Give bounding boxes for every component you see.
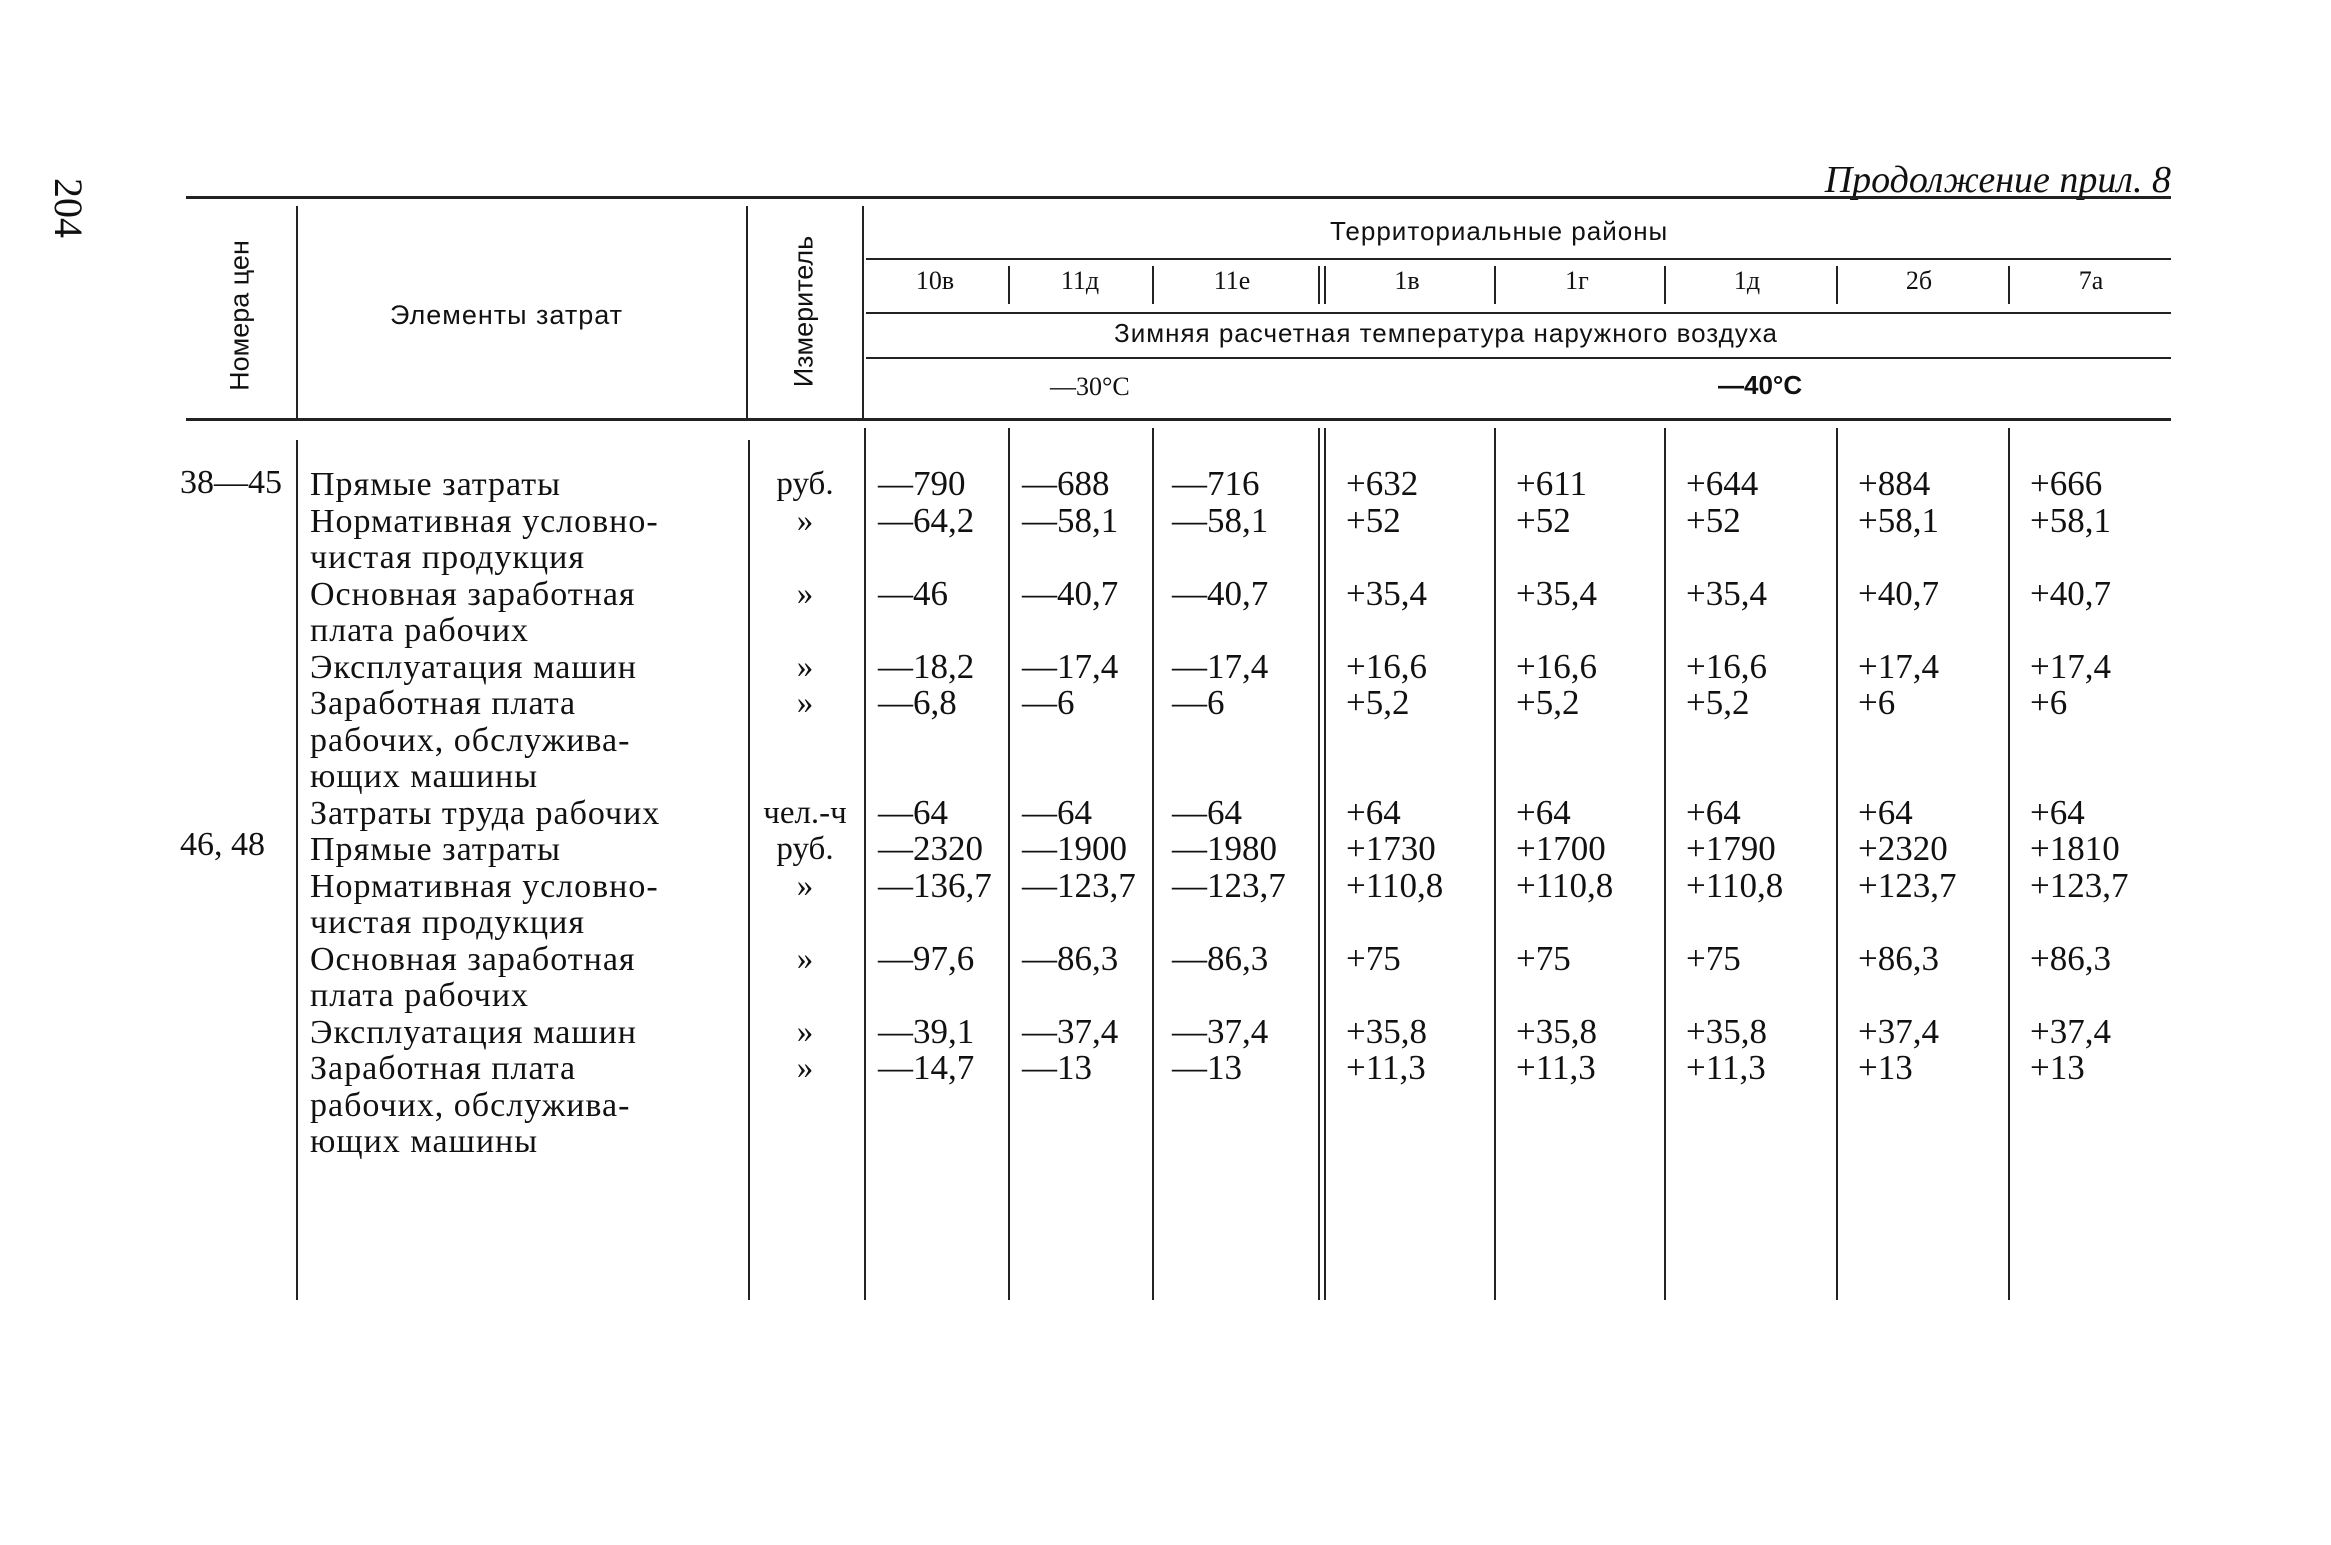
value-cell: +58,1 [2030,500,2111,540]
value-cell: —17,4 [1022,646,1119,686]
value-cell: +64 [1686,792,1741,832]
value-cell: —2320 [878,829,983,868]
element-label: Прямые затраты [310,466,561,503]
value-cell: —64 [878,792,948,832]
element-label: чистая продукция [310,904,585,941]
value-cell: +64 [1346,792,1401,832]
value-cell: +86,3 [1858,938,1939,978]
element-label: рабочих, обслужива- [310,721,631,759]
value-cell: —123,7 [1022,865,1136,905]
value-cell: +64 [1516,792,1571,832]
value-cell: +58,1 [1858,500,1939,540]
value-cell: —6 [1172,683,1225,722]
value-cell: —64,2 [878,500,975,540]
value-cell: +110,8 [1346,865,1444,905]
value-cell: +884 [1858,464,1931,503]
region-header: 11е [1213,266,1251,295]
col-unit-header: Измеритель [788,235,819,388]
value-cell: +64 [2030,792,2085,832]
value-cell: —86,3 [1022,938,1119,978]
element-label: плата рабочих [310,977,530,1014]
region-header: 2б [1905,266,1933,295]
element-label: ющих машины [310,758,539,795]
value-cell: —46 [878,573,948,613]
region-header: 1в [1394,266,1420,295]
temp-rule-1 [866,312,2171,314]
value-cell: +13 [1858,1048,1913,1087]
value-cell: +16,6 [1686,646,1767,686]
value-cell: +666 [2030,464,2103,503]
unit-label: » [796,648,814,685]
unit-label: руб. [776,831,834,867]
value-cell: +35,8 [1686,1011,1767,1051]
unit-label: » [796,502,814,539]
value-cell: —123,7 [1172,865,1286,905]
value-cell: —6 [1022,683,1075,722]
value-cell: —64 [1172,792,1242,832]
value-cell: +611 [1516,464,1587,503]
element-label: Основная заработная [310,940,636,978]
body-vline-9 [1836,428,1838,1300]
price-number: 46, 48 [180,826,265,863]
continuation-caption: Продолжение прил. 8 [1824,159,2171,201]
value-cell: +2320 [1858,829,1948,868]
value-cell: +1790 [1686,829,1776,868]
value-cell: —6,8 [878,683,957,722]
value-cell: +11,3 [1686,1048,1766,1087]
temp-30-label: —30°С [1050,372,1130,401]
region-header: 1г [1565,266,1589,295]
value-cell: +75 [1346,938,1401,978]
body-vline-6b [1324,428,1326,1300]
territorial-header: Территориальные районы [1330,216,1669,246]
value-cell: —14,7 [878,1048,975,1087]
value-cell: +35,8 [1346,1011,1427,1051]
body-vline-1 [296,440,298,1300]
element-label: плата рабочих [310,612,530,649]
value-cell: —1900 [1022,829,1127,868]
value-cell: +16,6 [1516,646,1597,686]
unit-label: » [796,1050,814,1086]
value-cell: —58,1 [1022,500,1119,540]
hdr-vline-2 [746,206,748,418]
value-cell: —37,4 [1172,1011,1269,1051]
value-cell: +1810 [2030,829,2120,868]
value-cell: —64 [1022,792,1092,832]
element-label: Основная заработная [310,575,636,613]
table-header-rule [186,418,2171,421]
value-cell: +52 [1516,500,1571,540]
value-cell: +5,2 [1346,683,1410,722]
unit-label: » [796,1013,814,1050]
element-label: Заработная плата [310,685,577,722]
hdr-vline-1 [296,206,298,418]
value-cell: +110,8 [1516,865,1614,905]
unit-label: » [796,867,814,904]
value-cell: +35,4 [1686,573,1767,613]
unit-label: чел.-ч [763,794,847,831]
value-cell: +52 [1686,500,1741,540]
body-vline-5 [1152,428,1154,1300]
value-cell: +17,4 [2030,646,2111,686]
value-cell: +75 [1686,938,1741,978]
page-number: 204 [46,178,91,238]
value-cell: —97,6 [878,938,975,978]
element-label: Нормативная условно- [310,867,659,905]
value-cell: +35,8 [1516,1011,1597,1051]
element-label: ющих машины [310,1123,539,1160]
value-cell: +75 [1516,938,1571,978]
body-vline-10 [2008,428,2010,1300]
value-cell: +11,3 [1516,1048,1596,1087]
body-vline-4 [1008,428,1010,1300]
col-elements-header: Элементы затрат [390,300,624,330]
value-cell: +86,3 [2030,938,2111,978]
value-cell: +5,2 [1686,683,1750,722]
value-cell: +37,4 [1858,1011,1939,1051]
value-cell: —37,4 [1022,1011,1119,1051]
value-cell: +40,7 [1858,573,1939,613]
value-cell: +64 [1858,792,1913,832]
region-header: 10в [915,266,955,295]
unit-label: » [796,575,814,612]
element-label: Нормативная условно- [310,502,659,540]
value-cell: +11,3 [1346,1048,1426,1087]
value-cell: +1700 [1516,829,1606,868]
value-cell: +5,2 [1516,683,1580,722]
value-cell: —13 [1022,1048,1092,1087]
unit-label: руб. [776,466,834,502]
body-vline-8 [1664,428,1666,1300]
value-cell: +110,8 [1686,865,1784,905]
price-number: 38—45 [180,464,282,501]
value-cell: —86,3 [1172,938,1269,978]
value-cell: —790 [878,464,966,503]
value-cell: +644 [1686,464,1759,503]
value-cell: —40,7 [1022,573,1119,613]
value-cell: —13 [1172,1048,1242,1087]
value-cell: +37,4 [2030,1011,2111,1051]
value-cell: +632 [1346,464,1419,503]
body-vline-6 [1318,428,1320,1300]
value-cell: —39,1 [878,1011,975,1051]
col-number-header: Номера цен [224,240,255,391]
value-cell: +35,4 [1516,573,1597,613]
winter-temp-header: Зимняя расчетная температура наружного воздуха [1114,318,1778,348]
value-cell: +52 [1346,500,1401,540]
value-cell: +1730 [1346,829,1436,868]
value-cell: —40,7 [1172,573,1269,613]
value-cell: —18,2 [878,646,975,686]
value-cell: +123,7 [2030,865,2129,905]
value-cell: +6 [1858,683,1896,722]
value-cell: +17,4 [1858,646,1939,686]
value-cell: —1980 [1172,829,1277,868]
value-cell: —136,7 [878,865,992,905]
value-cell: +6 [2030,683,2068,722]
element-label: чистая продукция [310,539,585,576]
regions-rule [866,258,2171,260]
value-cell: —716 [1172,464,1260,503]
hdr-vline-3 [862,206,864,418]
element-label: Затраты труда рабочих [310,794,661,832]
value-cell: +123,7 [1858,865,1957,905]
element-label: рабочих, обслужива- [310,1086,631,1124]
region-header: 7а [2078,266,2104,295]
element-label: Эксплуатация машин [310,648,637,686]
reg-sep-3 [1318,266,1320,304]
body-vline-3 [864,428,866,1300]
element-label: Заработная плата [310,1050,577,1087]
region-header: 1д [1733,266,1761,295]
unit-label: » [796,685,814,721]
value-cell: —17,4 [1172,646,1269,686]
temp-rule-2 [866,357,2171,359]
table-top-rule [186,196,2171,199]
element-label: Эксплуатация машин [310,1013,637,1051]
temp-40-label: —40°С [1718,370,1803,400]
body-vline-7 [1494,428,1496,1300]
value-cell: +16,6 [1346,646,1427,686]
unit-label: » [796,940,814,977]
region-header: 11д [1060,266,1100,295]
value-cell: —58,1 [1172,500,1269,540]
value-cell: —688 [1022,464,1110,503]
value-cell: +13 [2030,1048,2085,1087]
value-cell: +35,4 [1346,573,1427,613]
element-label: Прямые затраты [310,831,561,868]
value-cell: +40,7 [2030,573,2111,613]
